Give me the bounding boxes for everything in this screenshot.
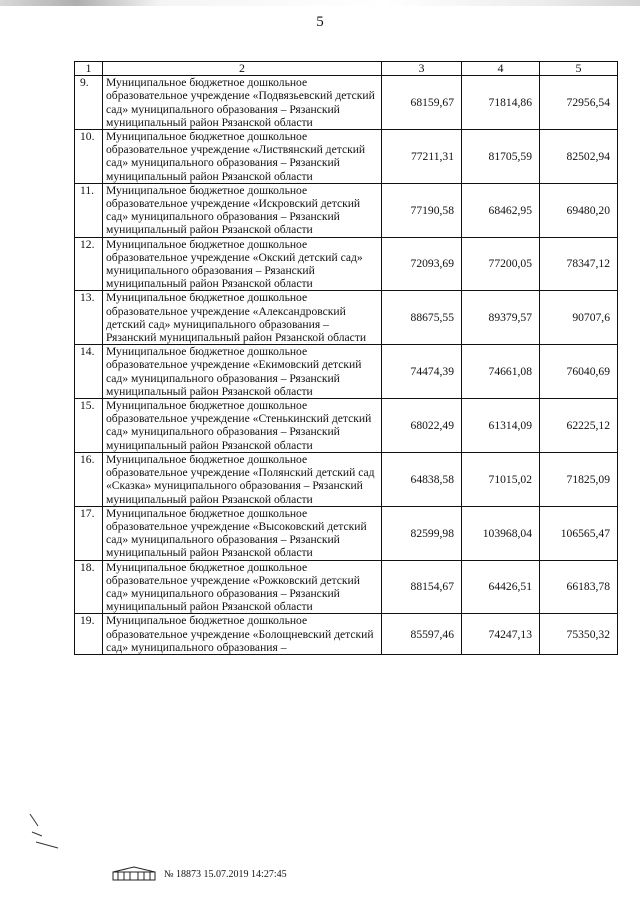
table-row (75, 76, 618, 130)
institution-name: Муниципальное бюджетное дошкольное образовательное учреждение «Полянский детский сад «Сказка» муниципального образования – Рязанский муниципальный район Рязанской области (103, 452, 382, 506)
value-column-3: 72093,69 (382, 237, 462, 291)
table-header-row (75, 62, 618, 76)
document-registration-number: № 18873 15.07.2019 14:27:45 (164, 868, 287, 880)
column-header: 5 (540, 62, 618, 76)
value-column-4: 61314,09 (462, 399, 540, 453)
institution-name: Муниципальное бюджетное дошкольное образовательное учреждение «Окский детский сад» муниципального образования – Рязанский муниципальный район Рязанской области (103, 237, 382, 291)
column-header: 2 (103, 62, 382, 76)
row-number: 15. (75, 399, 103, 453)
value-column-4: 68462,95 (462, 183, 540, 237)
value-column-3: 64838,58 (382, 452, 462, 506)
table-row (75, 183, 618, 237)
value-column-3: 77211,31 (382, 130, 462, 184)
value-column-5: 71825,09 (540, 452, 618, 506)
institution-name: Муниципальное бюджетное дошкольное образовательное учреждение «Листвянский детский сад» муниципального образования – Рязанский муниципальный район Рязанской области (103, 130, 382, 184)
value-column-3: 68022,49 (382, 399, 462, 453)
institution-name: Муниципальное бюджетное дошкольное образовательное учреждение «Высоковский детский сад» муниципального образования – Рязанский муниципальный район Рязанской области (103, 506, 382, 560)
scan-edge (0, 0, 640, 6)
row-number: 13. (75, 291, 103, 345)
value-column-3: 77190,58 (382, 183, 462, 237)
table-row (75, 506, 618, 560)
value-column-4: 64426,51 (462, 560, 540, 614)
column-header: 4 (462, 62, 540, 76)
value-column-3: 82599,98 (382, 506, 462, 560)
row-number: 10. (75, 130, 103, 184)
institution-name: Муниципальное бюджетное дошкольное образовательное учреждение «Екимовский детский сад» муниципального образования – Рязанский муниципальный район Рязанской области (103, 345, 382, 399)
value-column-5: 69480,20 (540, 183, 618, 237)
value-column-3: 88675,55 (382, 291, 462, 345)
institution-name: Муниципальное бюджетное дошкольное образовательное учреждение «Искровский детский сад» муниципального образования – Рязанский муниципальный район Рязанской области (103, 183, 382, 237)
data-table (74, 61, 618, 655)
value-column-3: 74474,39 (382, 345, 462, 399)
table-row (75, 130, 618, 184)
institution-name: Муниципальное бюджетное дошкольное образовательное учреждение «Болощневский детский сад» муниципального образования – (103, 614, 382, 655)
table-row (75, 291, 618, 345)
table-row (75, 345, 618, 399)
value-column-5: 66183,78 (540, 560, 618, 614)
value-column-3: 88154,67 (382, 560, 462, 614)
building-logo-icon (112, 866, 156, 882)
value-column-5: 62225,12 (540, 399, 618, 453)
value-column-5: 75350,32 (540, 614, 618, 655)
value-column-4: 74661,08 (462, 345, 540, 399)
value-column-4: 103968,04 (462, 506, 540, 560)
value-column-4: 74247,13 (462, 614, 540, 655)
value-column-3: 85597,46 (382, 614, 462, 655)
institution-name: Муниципальное бюджетное дошкольное образовательное учреждение «Александровский детский сад» муниципального образования – Рязанский муниципальный район Рязанской области (103, 291, 382, 345)
institution-name: Муниципальное бюджетное дошкольное образовательное учреждение «Стенькинский детский сад» муниципального образования – Рязанский муниципальный район Рязанской области (103, 399, 382, 453)
value-column-5: 82502,94 (540, 130, 618, 184)
row-number: 19. (75, 614, 103, 655)
page-number: 5 (316, 14, 324, 30)
row-number: 14. (75, 345, 103, 399)
table-row (75, 560, 618, 614)
row-number: 17. (75, 506, 103, 560)
value-column-4: 71814,86 (462, 76, 540, 130)
table-row (75, 237, 618, 291)
institution-name: Муниципальное бюджетное дошкольное образовательное учреждение «Подвязьевский детский сад» муниципального образования – Рязанский муниципальный район Рязанской области (103, 76, 382, 130)
column-header: 3 (382, 62, 462, 76)
value-column-4: 77200,05 (462, 237, 540, 291)
margin-pen-marks (28, 812, 68, 852)
row-number: 9. (75, 76, 103, 130)
value-column-3: 68159,67 (382, 76, 462, 130)
value-column-5: 72956,54 (540, 76, 618, 130)
row-number: 12. (75, 237, 103, 291)
document-footer (112, 866, 287, 882)
table-row (75, 614, 618, 655)
row-number: 18. (75, 560, 103, 614)
column-header: 1 (75, 62, 103, 76)
value-column-5: 106565,47 (540, 506, 618, 560)
institution-name: Муниципальное бюджетное дошкольное образовательное учреждение «Рожковский детский сад» муниципального образования – Рязанский муниципальный район Рязанской области (103, 560, 382, 614)
value-column-5: 78347,12 (540, 237, 618, 291)
value-column-4: 71015,02 (462, 452, 540, 506)
value-column-4: 89379,57 (462, 291, 540, 345)
row-number: 11. (75, 183, 103, 237)
value-column-5: 90707,6 (540, 291, 618, 345)
row-number: 16. (75, 452, 103, 506)
value-column-4: 81705,59 (462, 130, 540, 184)
value-column-5: 76040,69 (540, 345, 618, 399)
table-row (75, 452, 618, 506)
table-row (75, 399, 618, 453)
